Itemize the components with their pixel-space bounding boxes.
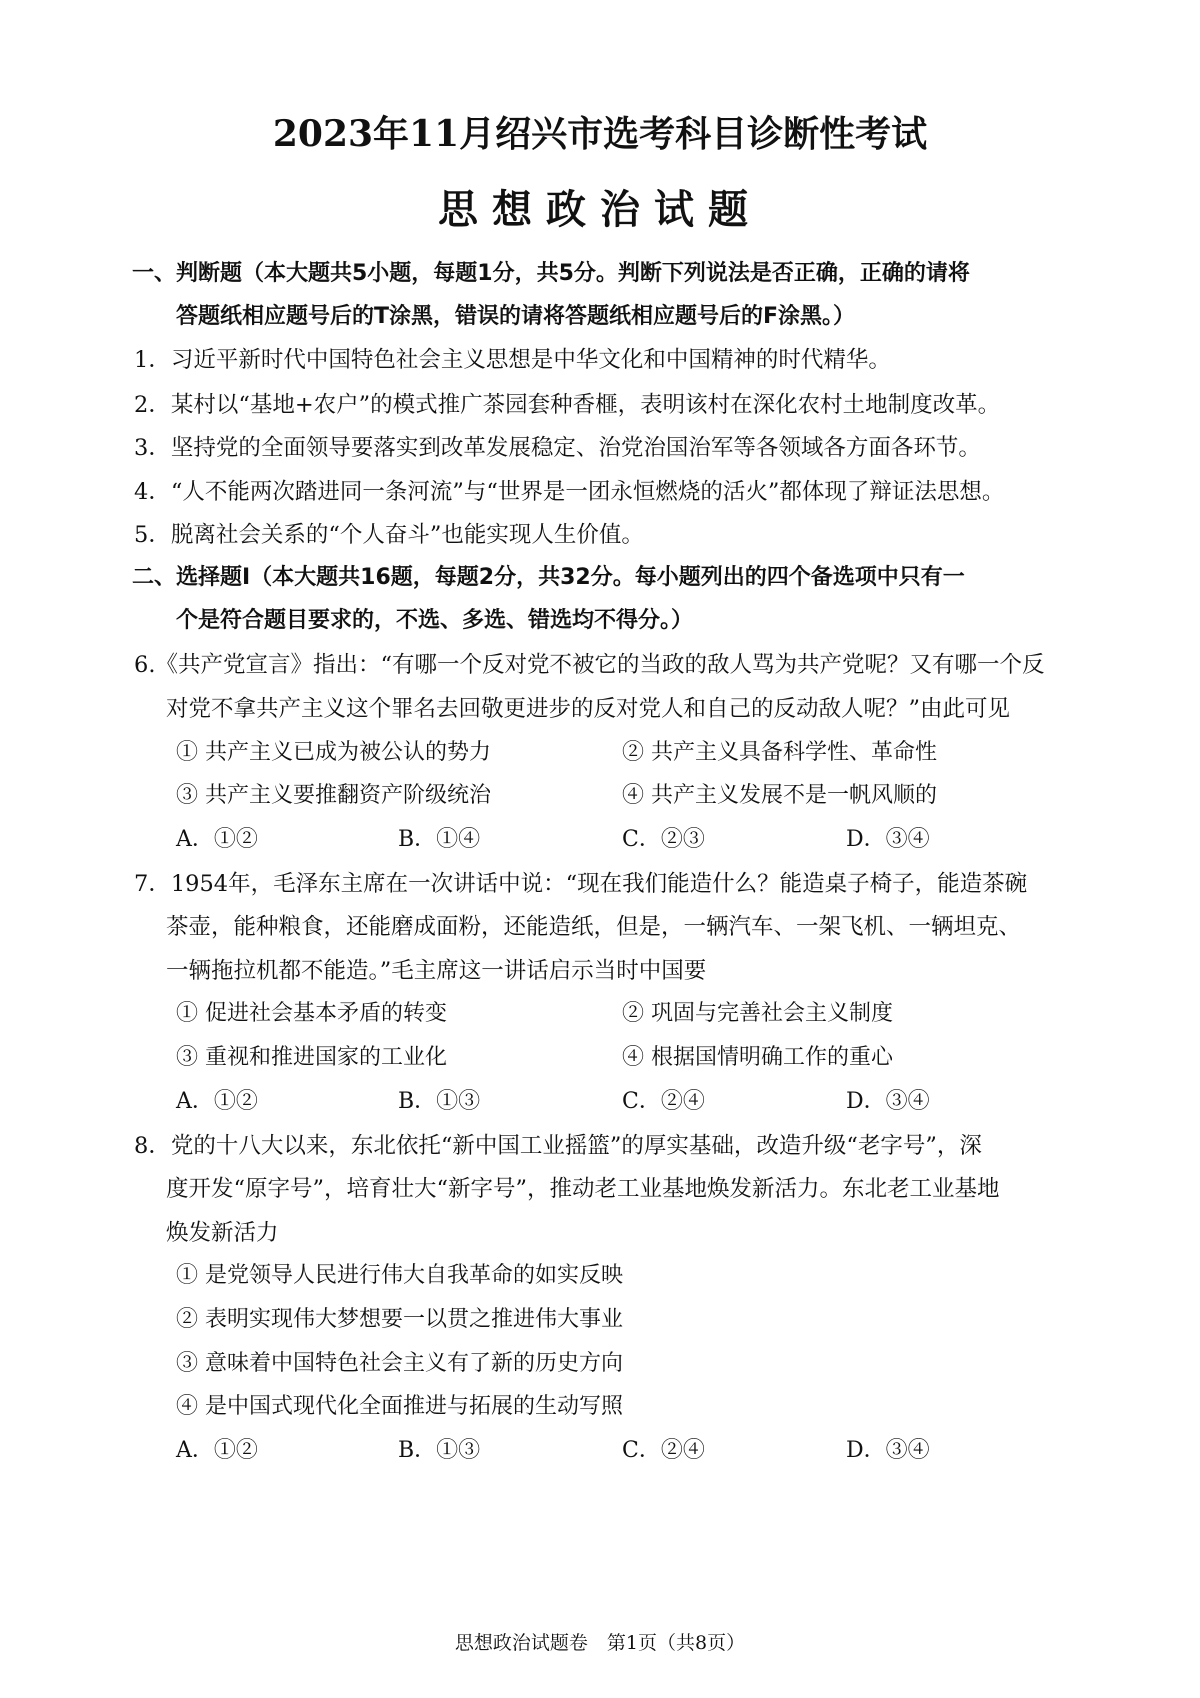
q8-option-d: D．③④	[846, 1438, 930, 1463]
q7-statement-3: ③ 重视和推进国家的工业化	[176, 1045, 447, 1070]
q6-option-a: A．①②	[176, 827, 258, 852]
q6-statement-3: ③ 共产主义要推翻资产阶级统治	[176, 783, 491, 808]
question-1: 1．习近平新时代中国特色社会主义思想是中华文化和中国精神的时代精华。	[134, 347, 891, 373]
page-footer: 思想政治试题卷 第1页（共8页）	[454, 1632, 746, 1654]
exam-title: 2023年11月绍兴市选考科目诊断性考试	[272, 113, 928, 155]
q8-option-c: C．②④	[622, 1438, 705, 1463]
q7-option-d: D．③④	[846, 1089, 930, 1114]
q6-statement-4: ④ 共产主义发展不是一帆风顺的	[622, 783, 937, 808]
question-7-stem-cont: 茶壶，能种粮食，还能磨成面粉，还能造纸，但是，一辆汽车、一架飞机、一辆坦克、	[166, 914, 1022, 940]
question-2: 2．某村以“基地+农户”的模式推广茶园套种香榧，表明该村在深化农村土地制度改革。	[134, 392, 1001, 418]
q6-option-d: D．③④	[846, 827, 930, 852]
q7-statement-1: ① 促进社会基本矛盾的转变	[176, 1001, 447, 1026]
question-5: 5．脱离社会关系的“个人奋斗”也能实现人生价值。	[134, 522, 644, 548]
q6-statement-1: ① 共产主义已成为被公认的势力	[176, 740, 491, 765]
section1-heading-cont: 答题纸相应题号后的T涂黑，错误的请将答题纸相应题号后的F涂黑。）	[176, 304, 856, 329]
q8-statement-2: ② 表明实现伟大梦想要一以贯之推进伟大事业	[176, 1307, 623, 1332]
q7-option-c: C．②④	[622, 1089, 705, 1114]
section2-heading-cont: 个是符合题目要求的，不选、多选、错选均不得分。）	[176, 608, 694, 633]
q6-option-b: B．①④	[398, 827, 481, 852]
q8-statement-1: ① 是党领导人民进行伟大自我革命的如实反映	[176, 1263, 623, 1288]
q8-statement-3: ③ 意味着中国特色社会主义有了新的历史方向	[176, 1351, 623, 1376]
q7-statement-4: ④ 根据国情明确工作的重心	[622, 1045, 893, 1070]
q7-option-b: B．①③	[398, 1089, 481, 1114]
question-8-stem-cont: 度开发“原字号”，培育壮大“新字号”，推动老工业基地焕发新活力。东北老工业基地	[166, 1176, 1000, 1202]
q6-option-c: C．②③	[622, 827, 705, 852]
section1-heading: 一、判断题（本大题共5小题，每题1分，共5分。判断下列说法是否正确，正确的请将	[132, 261, 970, 286]
question-8-stem-cont2: 焕发新活力	[166, 1220, 279, 1246]
q8-option-b: B．①③	[398, 1438, 481, 1463]
q6-statement-2: ② 共产主义具备科学性、革命性	[622, 740, 937, 765]
q7-option-a: A．①②	[176, 1089, 258, 1114]
question-3: 3．坚持党的全面领导要落实到改革发展稳定、治党治国治军等各领域各方面各环节。	[134, 435, 981, 461]
section2-heading: 二、选择题Ⅰ（本大题共16题，每题2分，共32分。每小题列出的四个备选项中只有一	[132, 565, 965, 590]
question-4: 4．“人不能两次踏进同一条河流”与“世界是一团永恒燃烧的活火”都体现了辩证法思想。	[134, 479, 1005, 505]
q8-option-a: A．①②	[176, 1438, 258, 1463]
q8-statement-4: ④ 是中国式现代化全面推进与拓展的生动写照	[176, 1394, 623, 1419]
question-8-stem: 8．党的十八大以来，东北依托“新中国工业摇篮”的厚实基础，改造升级“老字号”，深	[134, 1133, 982, 1159]
exam-subtitle: 思想政治试题	[438, 186, 762, 233]
question-6-stem: 6.《共产党宣言》指出：“有哪一个反对党不被它的当政的敌人骂为共产党呢？又有哪一个反	[134, 652, 1045, 678]
q7-statement-2: ② 巩固与完善社会主义制度	[622, 1001, 893, 1026]
question-7-stem-cont2: 一辆拖拉机都不能造。”毛主席这一讲话启示当时中国要	[166, 958, 707, 984]
question-6-stem-cont: 对党不拿共产主义这个罪名去回敬更进步的反对党人和自己的反动敌人呢？”由此可见	[166, 696, 1011, 722]
question-7-stem: 7．1954年，毛泽东主席在一次讲话中说：“现在我们能造什么？能造桌子椅子，能造茶碗	[134, 871, 1028, 897]
